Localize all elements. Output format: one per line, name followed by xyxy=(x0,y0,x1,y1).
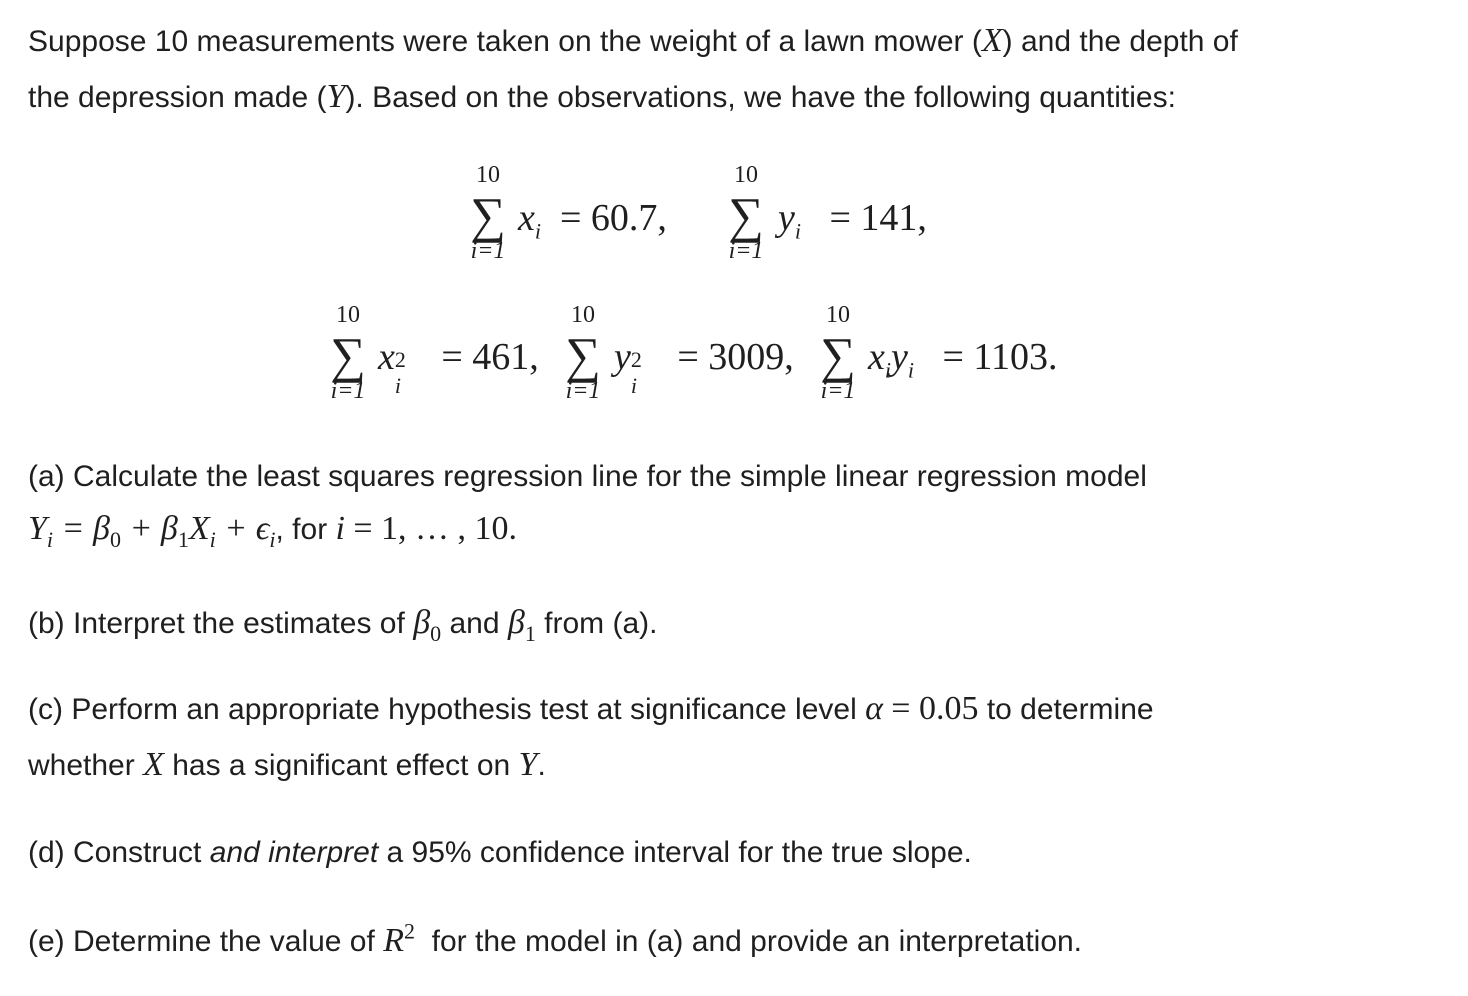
alpha-value: = 0.05 xyxy=(891,690,979,727)
part-b-and: and xyxy=(449,607,500,640)
sum-y2-value: = 3009, xyxy=(677,336,794,378)
sigma-symbol: ∑ xyxy=(565,327,601,383)
model-equation: $Y_i = \beta_0 + \beta_1X_i + \epsilon_i$ xyxy=(28,510,276,552)
lower-limit: i=1 xyxy=(820,378,856,404)
sum-x-value: = 60.7, xyxy=(560,197,667,239)
part-a-line-2: $Y_i = \beta_0 + \beta_1X_i + \epsilon_i$, for i = 1, … , 10. xyxy=(28,510,518,552)
part-b-text: (b) Interpret the estimates of xyxy=(28,607,405,640)
part-e-text: for the model in (a) and provide an interpretation. xyxy=(431,925,1083,958)
part-c-text: (c) Perform an appropriate hypothesis test at significance level xyxy=(28,693,857,726)
sum-x-expression: $x_i = 60.7$, xyxy=(518,197,667,244)
index-range: = 1, … , 10. xyxy=(353,510,518,547)
intro-line-2 xyxy=(28,78,1176,116)
sigma-symbol: ∑ xyxy=(470,187,506,243)
variable-x: X xyxy=(981,22,1003,59)
part-c-text: whether xyxy=(28,749,135,782)
intro-text: the depression made ( xyxy=(28,81,327,114)
lower-limit: i=1 xyxy=(565,378,601,404)
part-d-emphasis: and interpret xyxy=(209,836,379,869)
intro-text: ). Based on the observations, we have the following quantities: xyxy=(345,81,1176,114)
part-c-text: has a significant effect on xyxy=(172,749,511,782)
sum-xy-expression: $x_iy_i$ = 1103. xyxy=(868,336,1058,383)
part-d-text: a 95% confidence interval for the true slope. xyxy=(386,836,972,869)
upper-limit: 10 xyxy=(336,302,360,328)
upper-limit: 10 xyxy=(734,162,758,188)
part-a-line-1 xyxy=(28,460,1147,494)
part-e-line xyxy=(28,918,1083,960)
sum-x2-value: = 461, xyxy=(441,336,539,378)
sum-y-value: = 141, xyxy=(829,197,927,239)
part-d-line xyxy=(28,836,972,870)
part-c-text: to determine xyxy=(986,693,1154,726)
sigma-symbol: ∑ xyxy=(820,327,856,383)
lower-limit: i=1 xyxy=(330,378,366,404)
intro-line-1 xyxy=(28,22,1238,60)
upper-limit: 10 xyxy=(571,302,595,328)
intro-text: Suppose 10 measurements were taken on the weight of a lawn mower ( xyxy=(28,25,982,58)
part-b-text: from (a). xyxy=(544,607,658,640)
intro-text: ) and the depth of xyxy=(1002,25,1238,58)
upper-limit: 10 xyxy=(476,162,500,188)
lower-limit: i=1 xyxy=(470,238,506,264)
part-c-line-2: whether X has a significant effect on Y. xyxy=(28,746,546,783)
variable-y: Y xyxy=(518,746,538,783)
sum-xy-value: = 1103. xyxy=(942,336,1058,378)
sigma-symbol: ∑ xyxy=(728,187,764,243)
r-squared: $R^2$ xyxy=(383,918,415,959)
part-a-for: , for xyxy=(275,513,328,546)
lower-limit: i=1 xyxy=(728,238,764,264)
variable-y: Y xyxy=(326,78,346,115)
sum-y-expression: $y_i$ = 141, xyxy=(778,197,927,244)
part-c-line-1: (c) Perform an appropriate hypothesis test at significance level α = 0.05 to determine xyxy=(28,690,1154,727)
part-a-text: (a) Calculate the least squares regression line for the simple linear regression model xyxy=(28,460,1147,493)
part-e-text: (e) Determine the value of xyxy=(28,925,375,958)
upper-limit: 10 xyxy=(826,302,850,328)
sigma-symbol: ∑ xyxy=(330,327,366,383)
part-d-text: (d) Construct xyxy=(28,836,202,869)
variable-x: X xyxy=(143,746,164,783)
part-b-line: (b) Interpret the estimates of $\beta_0$ and $\beta_1$ from (a). xyxy=(28,604,658,646)
sum-x2-expression: x 2 i = 461, xyxy=(378,336,539,398)
sum-y2-expression: y 2 i = 3009, xyxy=(614,336,794,398)
